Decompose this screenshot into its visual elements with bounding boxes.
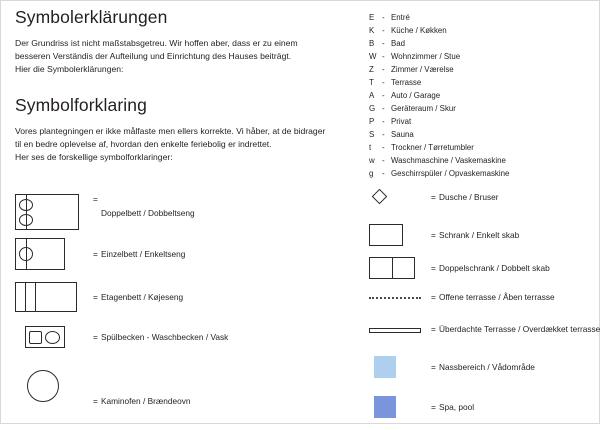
abbreviation-row (369, 115, 594, 128)
abbr-equals: - (382, 13, 385, 22)
abbr-key: B (369, 39, 375, 48)
abbr-equals: - (382, 169, 385, 178)
legend-label: Spülbecken - Waschbecken / Vask (101, 332, 229, 342)
legend-dash: = (93, 194, 98, 204)
legend-label: Doppelbett / Dobbeltseng (101, 208, 195, 218)
sink-icon (25, 326, 65, 348)
legend-label: Einzelbett / Enkeltseng (101, 249, 186, 259)
intro-de-line-3: Hier die Symbolerklärungen: (15, 64, 124, 75)
double-closet-icon (369, 257, 415, 279)
intro-de-line-2: besseren Verständis der Aufteilung und Einrichtung des Hauses beiträgt. (15, 51, 292, 62)
abbr-equals: - (382, 104, 385, 113)
abbr-key: T (369, 78, 374, 87)
intro-da-line-2: til en bedre oplevelse af, hvordan den enkelte feriebolig er indrettet. (15, 139, 272, 150)
legend-item-wood-stove (15, 370, 360, 414)
abbr-equals: - (382, 143, 385, 152)
legend-dash: = (431, 292, 436, 302)
legend-dash: = (431, 362, 436, 372)
abbr-label: Privat (391, 117, 412, 126)
legend-label: Etagenbett / Køjeseng (101, 292, 184, 302)
abbr-label: Geschirrspüler / Opvaskemaskine (391, 169, 510, 178)
legend-dash: = (93, 249, 98, 259)
abbr-equals: - (382, 78, 385, 87)
abbr-equals: - (382, 52, 385, 61)
spa-pool-swatch-icon (374, 396, 396, 418)
legend-dash: = (93, 396, 98, 406)
open-terrace-icon (369, 290, 421, 299)
wet-area-swatch-icon (374, 356, 396, 378)
abbr-label: Wohnzimmer / Stue (391, 52, 461, 61)
abbr-label: Auto / Garage (391, 91, 441, 100)
abbr-equals: - (382, 65, 385, 74)
legend-left-list (15, 194, 360, 414)
legend-right-list (369, 191, 600, 430)
abbr-equals: - (382, 91, 385, 100)
legend-item-bunk-bed (15, 282, 360, 326)
abbr-key: S (369, 130, 375, 139)
intro-paragraph-de (15, 37, 355, 76)
intro-section (15, 7, 355, 165)
intro-paragraph-da (15, 125, 355, 164)
legend-dash: = (93, 332, 98, 342)
abbr-equals: - (382, 117, 385, 126)
abbr-equals: - (382, 39, 385, 48)
abbr-key: t (369, 143, 372, 152)
abbreviation-row (369, 167, 594, 180)
abbreviation-row (369, 89, 594, 102)
bunk-bed-icon (15, 282, 77, 312)
legend-item-shower (369, 191, 597, 224)
legend-label: Nassbereich / Vådområde (439, 362, 535, 372)
legend-label: Spa, pool (439, 402, 475, 412)
closet-icon (369, 224, 403, 246)
legend-item-open-terrace (369, 290, 597, 323)
legend-label: Offene terrasse / Åben terrasse (439, 292, 555, 302)
legend-dash: = (431, 230, 436, 240)
abbr-equals: - (382, 26, 385, 35)
legend-label: Doppelschrank / Dobbelt skab (439, 263, 550, 273)
abbr-key: G (369, 104, 376, 113)
legend-item-double-bed (15, 194, 360, 238)
legend-item-spa-pool (369, 396, 597, 430)
abbr-key: w (369, 156, 375, 165)
abbreviation-row (369, 50, 594, 63)
abbreviations-list (369, 11, 594, 180)
double-bed-icon (15, 194, 79, 230)
abbr-key: W (369, 52, 377, 61)
abbr-equals: - (382, 156, 385, 165)
legend-dash: = (431, 324, 436, 334)
intro-de-line-1: Der Grundriss ist nicht maßstabsgetreu. Wir hoffen aber, dass er zu einem (15, 38, 298, 48)
abbreviation-row (369, 11, 594, 24)
abbreviation-row (369, 154, 594, 167)
page-title-de: Symbolerklärungen (15, 7, 168, 27)
legend-item-covered-terrace (369, 323, 600, 356)
abbr-label: Sauna (391, 130, 414, 139)
abbr-label: Geräteraum / Skur (391, 104, 456, 113)
abbr-label: Entré (391, 13, 410, 22)
abbr-label: Waschmaschine / Vaskemaskine (391, 156, 506, 165)
abbreviation-row (369, 76, 594, 89)
abbr-label: Bad (391, 39, 406, 48)
legend-label: Dusche / Bruser (439, 192, 499, 202)
legend-dash: = (431, 402, 436, 412)
legend-dash: = (93, 292, 98, 302)
legend-dash: = (431, 263, 436, 273)
legend-item-sink (15, 326, 360, 370)
legend-item-closet (369, 224, 597, 257)
abbr-label: Trockner / Tørretumbler (391, 143, 474, 152)
abbr-label: Terrasse (391, 78, 422, 87)
abbr-label: Zimmer / Værelse (391, 65, 454, 74)
abbr-equals: - (382, 130, 385, 139)
abbr-key: A (369, 91, 375, 100)
legend-dash: = (431, 192, 436, 202)
legend-item-wet-area (369, 356, 597, 396)
abbreviation-row (369, 141, 594, 154)
abbreviation-row (369, 102, 594, 115)
abbr-key: E (369, 13, 375, 22)
abbr-key: g (369, 169, 374, 178)
wood-stove-icon (27, 370, 59, 402)
legend-item-single-bed (15, 238, 360, 282)
abbr-key: K (369, 26, 375, 35)
legend-label: Kaminofen / Brændeovn (101, 396, 191, 406)
abbreviation-row (369, 63, 594, 76)
intro-da-line-3: Her ses de forskellige symbolforklaringer: (15, 152, 173, 163)
intro-da-line-1: Vores plantegningen er ikke målfaste men ellers korrekte. Vi håber, at de bidrager (15, 126, 326, 137)
page-title-da: Symbolforklaring (15, 95, 147, 116)
abbreviation-row (369, 37, 594, 50)
legend-label: Schrank / Enkelt skab (439, 230, 520, 240)
abbr-key: P (369, 117, 375, 126)
legend-label: Überdachte Terrasse / Overdækket terrasse (439, 324, 600, 334)
abbr-key: Z (369, 65, 374, 74)
shower-icon (369, 191, 385, 202)
abbreviation-row (369, 24, 594, 37)
abbreviation-row (369, 128, 594, 141)
abbr-label: Küche / Køkken (391, 26, 447, 35)
covered-terrace-icon (369, 323, 421, 333)
single-bed-icon (15, 238, 65, 270)
legend-item-double-closet (369, 257, 597, 290)
